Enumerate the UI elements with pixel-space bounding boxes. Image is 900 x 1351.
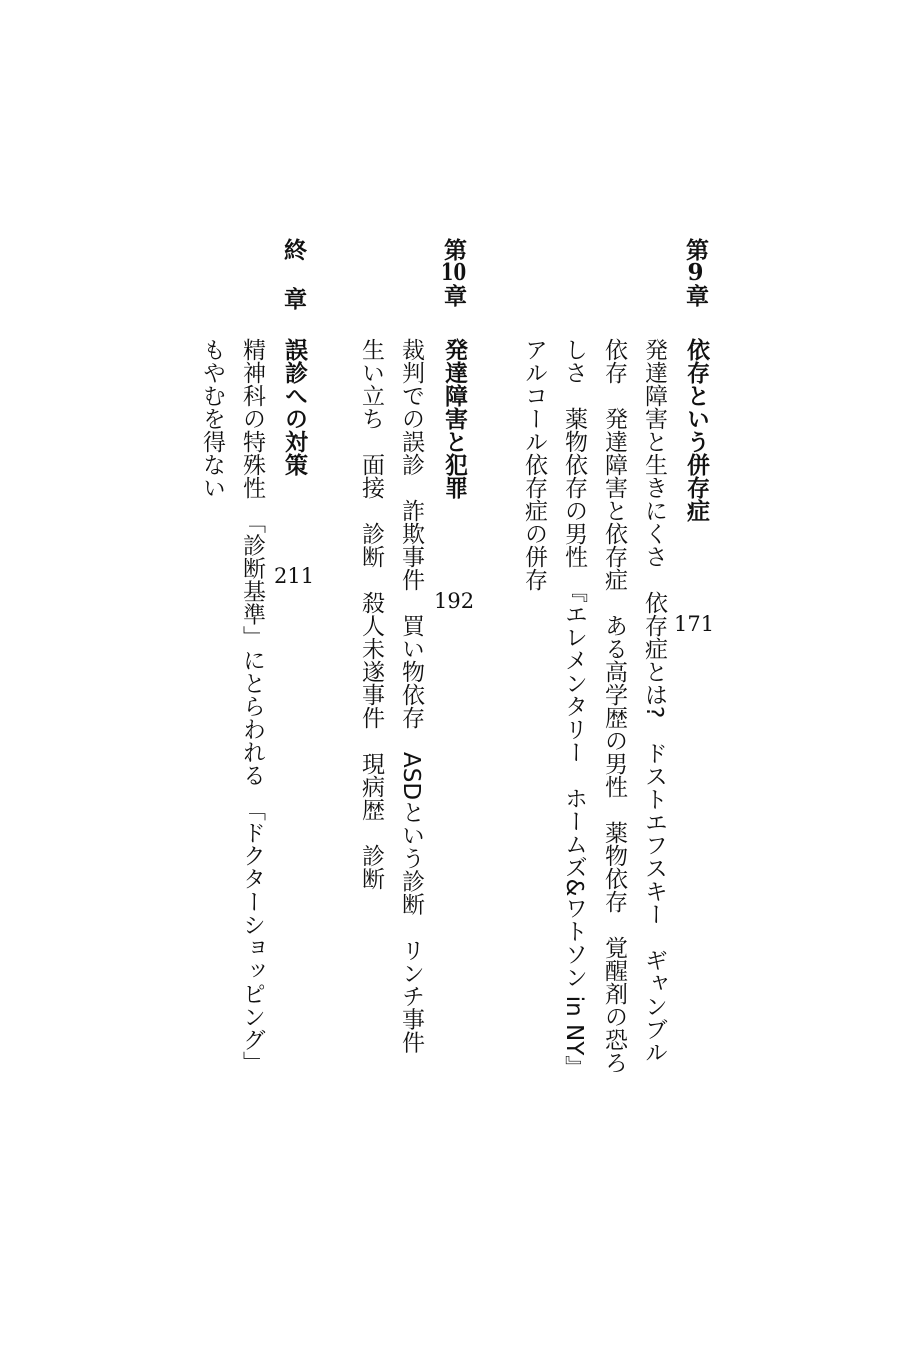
- final-chapter-line-2: もやむを得ない: [199, 338, 225, 499]
- chapter-9-line-1: 発達障害と生きにくさ 依存症とは? ドストエフスキー ギャンブル: [641, 338, 667, 1064]
- chapter-number: 9: [687, 261, 704, 284]
- chapter-label-char: 章: [440, 284, 467, 307]
- chapter-label-char: 章: [682, 284, 709, 307]
- chapter-10-page-number: 192: [434, 589, 475, 613]
- chapter-9-line-4: アルコール依存症の併存: [521, 338, 547, 591]
- chapter-10-line-1: 裁判での誤診 詐欺事件 買い物依存 ASDという診断 リンチ事件: [398, 338, 424, 1054]
- final-chapter-title: 誤診への対策: [281, 338, 307, 476]
- chapter-10-title: 発達障害と犯罪: [441, 338, 467, 499]
- final-chapter-page-number: 211: [274, 564, 315, 588]
- chapter-number: 10: [440, 261, 467, 284]
- chapter-9-page-number: 171: [674, 612, 715, 636]
- chapter-label-char: 第: [440, 238, 467, 261]
- chapter-10-label: [442, 238, 465, 307]
- chapter-9-line-2: 依存 発達障害と依存症 ある高学歴の男性 薬物依存 覚醒剤の恐ろ: [601, 338, 627, 1074]
- chapter-label-char: 第: [682, 238, 709, 261]
- final-chapter-line-1: 精神科の特殊性 「診断基準」にとらわれる 「ドクターショッピング」: [239, 338, 265, 1074]
- chapter-9-label: [684, 238, 707, 307]
- chapter-9-line-3: しさ 薬物依存の男性 『エレメンタリー ホームズ&ワトソン in NY』: [561, 338, 587, 1079]
- chapter-10-line-2: 生い立ち 面接 診断 殺人未遂事件 現病歴 診断: [358, 338, 384, 890]
- final-chapter-label-b: 章: [280, 287, 307, 310]
- chapter-9-title: 依存という併存症: [683, 338, 709, 522]
- final-chapter-label-a: 終: [280, 238, 307, 261]
